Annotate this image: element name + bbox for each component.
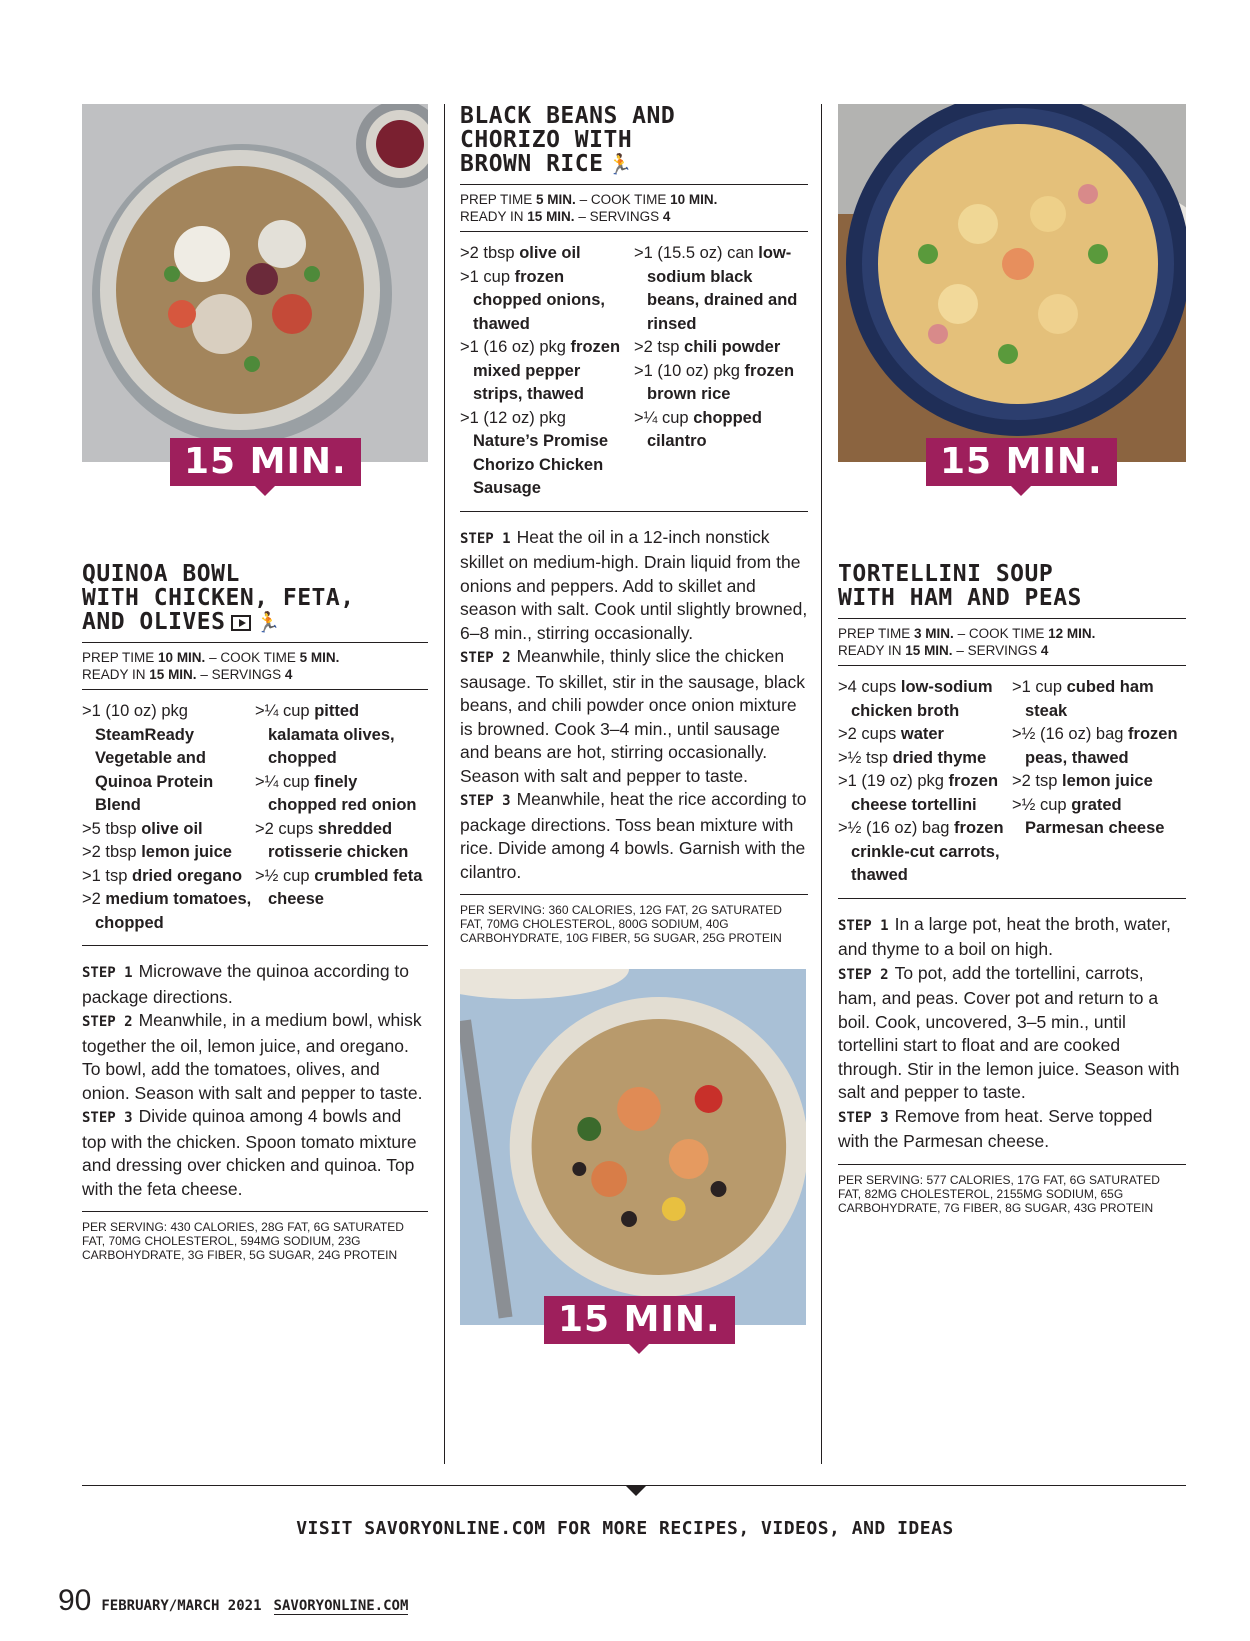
ingredient-item: >¼ cup finely chopped red onion <box>255 772 417 814</box>
runner-icon: 🏃 <box>607 152 633 176</box>
step: STEP 3 Meanwhile, heat the rice according to package directions. Toss bean mixture with rice. Divide among 4 bowls. Garnish with the cilantro. <box>460 789 807 882</box>
ingredient-item: >¼ cup pitted kalamata olives, chopped <box>255 702 395 767</box>
ingredients-list <box>838 666 1186 888</box>
step: STEP 3 Remove from heat. Serve topped with the Parmesan cheese. <box>838 1105 1153 1151</box>
time-badge: 15 MIN. <box>926 438 1117 486</box>
folio <box>58 1584 408 1618</box>
column-divider-right <box>821 104 822 1464</box>
title-line: AND OLIVES <box>82 609 226 635</box>
ingredients-list <box>460 232 808 501</box>
recipe-steps <box>460 526 808 885</box>
step: STEP 1 Microwave the quinoa according to package directions. <box>82 961 410 1007</box>
title-line: QUINOA BOWL <box>82 561 240 587</box>
step: STEP 1 In a large pot, heat the broth, water, and thyme to a boil on high. <box>838 913 1171 959</box>
black-beans-photo <box>460 969 806 1325</box>
title-line: BLACK BEANS AND <box>460 103 676 129</box>
nutrition-info: PER SERVING: 360 CALORIES, 12G FAT, 2G SATURATED FAT, 70MG CHOLESTEROL, 800G SODIUM, 40G CARBOHYDRATE, 10G FIBER, 5G SUGAR, 25G PROTEIN <box>460 894 808 945</box>
column-divider-left <box>444 104 445 1464</box>
nutrition-info: PER SERVING: 577 CALORIES, 17G FAT, 6G SATURATED FAT, 82MG CHOLESTEROL, 2155MG SODIUM, 65G CARBOHYDRATE, 7G FIBER, 8G SUGAR, 43G PROTEIN <box>838 1164 1186 1215</box>
quinoa-bowl-photo <box>82 104 428 462</box>
ingredient-item: >½ cup grated Parmesan cheese <box>1012 795 1165 837</box>
ingredient-item: >2 tsp lemon juice <box>1012 772 1153 790</box>
recipe-title <box>460 104 808 176</box>
divider <box>838 898 1186 899</box>
title-line: TORTELLINI SOUP <box>838 561 1054 587</box>
ingredient-item: >2 medium tomatoes, chopped <box>82 890 252 932</box>
ingredients-right <box>1012 676 1186 888</box>
recipe-steps <box>838 913 1186 1154</box>
ingredients-list <box>82 690 428 935</box>
ingredient-item: >1 tsp dried oregano <box>82 866 243 885</box>
step: STEP 2 To pot, add the tortellini, carrots, ham, and peas. Cover pot and return to a boil. Cook, uncovered, 3–5 min., until tortellini start to float and are cooked through. Stir in the lemon juice. Season with salt and pepper to taste. <box>838 962 1180 1102</box>
ingredient-item: >1 (10 oz) pkg SteamReady Vegetable and Quinoa Protein Blend <box>82 702 214 814</box>
ingredient-item: >1 (19 oz) pkg frozen cheese tortellini <box>838 772 999 814</box>
recipe-title <box>82 562 428 634</box>
visit-banner[interactable]: VISIT SAVORYONLINE.COM FOR MORE RECIPES, VIDEOS, AND IDEAS <box>296 1518 954 1539</box>
ingredient-item: >1 (16 oz) pkg frozen mixed pepper strips, thawed <box>460 338 621 403</box>
step: STEP 2 Meanwhile, in a medium bowl, whisk together the oil, lemon juice, and oregano. To bowl, add the tomatoes, olives, and onion. Season with salt and pepper to taste. <box>82 1010 423 1103</box>
ingredients-right <box>634 242 808 501</box>
ingredients-right <box>255 700 428 935</box>
play-video-icon[interactable] <box>231 615 251 631</box>
ingredient-item: >½ tsp dried thyme <box>838 748 987 767</box>
ingredient-item: >¼ cup chopped cilantro <box>634 408 762 450</box>
issue-date: FEBRUARY/MARCH 2021 <box>101 1598 262 1614</box>
title-line: WITH CHICKEN, FETA, <box>82 585 355 611</box>
ingredient-item: >4 cups low-sodium chicken broth <box>838 678 993 720</box>
ingredient-item: >1 (12 oz) pkg Nature’s Promise Chorizo Chicken Sausage <box>460 408 609 497</box>
step: STEP 2 Meanwhile, thinly slice the chicken sausage. To skillet, stir in the sausage, black beans, and chili powder once onion mixture is browned. Cook 3–4 min., until sausage and beans are hot, stirring occasionally. Season with salt and pepper to taste. <box>460 646 806 786</box>
ingredient-item: >½ (16 oz) bag frozen peas, thawed <box>1012 725 1178 767</box>
divider <box>460 511 808 512</box>
runner-icon: 🏃 <box>255 610 281 634</box>
title-line: WITH HAM AND PEAS <box>838 585 1082 611</box>
recipe-times: PREP TIME 5 MIN. – COOK TIME 10 MIN. READY IN 15 MIN. – SERVINGS 4 <box>460 184 808 232</box>
ingredient-item: >2 tbsp lemon juice <box>82 843 232 861</box>
recipe-times: PREP TIME 10 MIN. – COOK TIME 5 MIN. READY IN 15 MIN. – SERVINGS 4 <box>82 642 428 690</box>
ingredients-left <box>838 676 1012 888</box>
ingredient-item: >½ (16 oz) bag frozen crinkle-cut carrots, thawed <box>838 819 1004 884</box>
recipe-steps <box>82 960 428 1201</box>
time-badge: 15 MIN. <box>170 438 361 486</box>
recipe-quinoa <box>82 104 428 1262</box>
page-number: 90 <box>58 1584 92 1617</box>
recipe-times: PREP TIME 3 MIN. – COOK TIME 12 MIN. READY IN 15 MIN. – SERVINGS 4 <box>838 618 1186 666</box>
ingredient-item: >5 tbsp olive oil <box>82 819 203 838</box>
ingredient-item: >2 cups shredded rotisserie chicken <box>255 819 409 861</box>
ingredient-item: >1 cup frozen chopped onions, thawed <box>460 267 605 333</box>
time-badge: 15 MIN. <box>544 1296 735 1344</box>
footer-arrow-icon <box>625 1485 647 1496</box>
ingredients-left <box>82 700 255 935</box>
title-line: CHORIZO WITH <box>460 127 633 153</box>
recipe-title <box>838 562 1186 610</box>
divider <box>82 945 428 946</box>
recipe-black-beans <box>460 103 808 1340</box>
step: STEP 1 Heat the oil in a 12-inch nonstick skillet on medium-high. Drain liquid from the onions and peppers. Add to skillet and season with salt. Cook until slightly browned, 6–8 min., stirring occasionally. <box>460 526 808 643</box>
nutrition-info: PER SERVING: 430 CALORIES, 28G FAT, 6G SATURATED FAT, 70MG CHOLESTEROL, 594MG SODIUM, 23G CARBOHYDRATE, 3G FIBER, 5G SUGAR, 24G PROTEIN <box>82 1211 428 1262</box>
ingredients-left <box>460 242 634 501</box>
tortellini-soup-photo <box>838 104 1186 462</box>
ingredient-item: >2 tsp chili powder <box>634 338 781 356</box>
ingredient-item: >1 (10 oz) pkg frozen brown rice <box>634 361 795 403</box>
ingredient-item: >2 tbsp olive oil <box>460 244 581 262</box>
ingredient-item: >2 cups water <box>838 725 944 743</box>
ingredient-item: >½ cup crumbled feta cheese <box>255 866 423 908</box>
title-line: BROWN RICE <box>460 151 604 177</box>
recipe-tortellini <box>838 104 1186 1215</box>
ingredient-item: >1 (15.5 oz) can low-sodium black beans, drained and rinsed <box>634 244 798 333</box>
site-link[interactable]: SAVORYONLINE.COM <box>273 1598 409 1614</box>
ingredient-item: >1 cup cubed ham steak <box>1012 678 1154 720</box>
step: STEP 3 Divide quinoa among 4 bowls and top with the chicken. Spoon tomato mixture and dressing over chicken and quinoa. Top with the feta cheese. <box>82 1106 417 1199</box>
